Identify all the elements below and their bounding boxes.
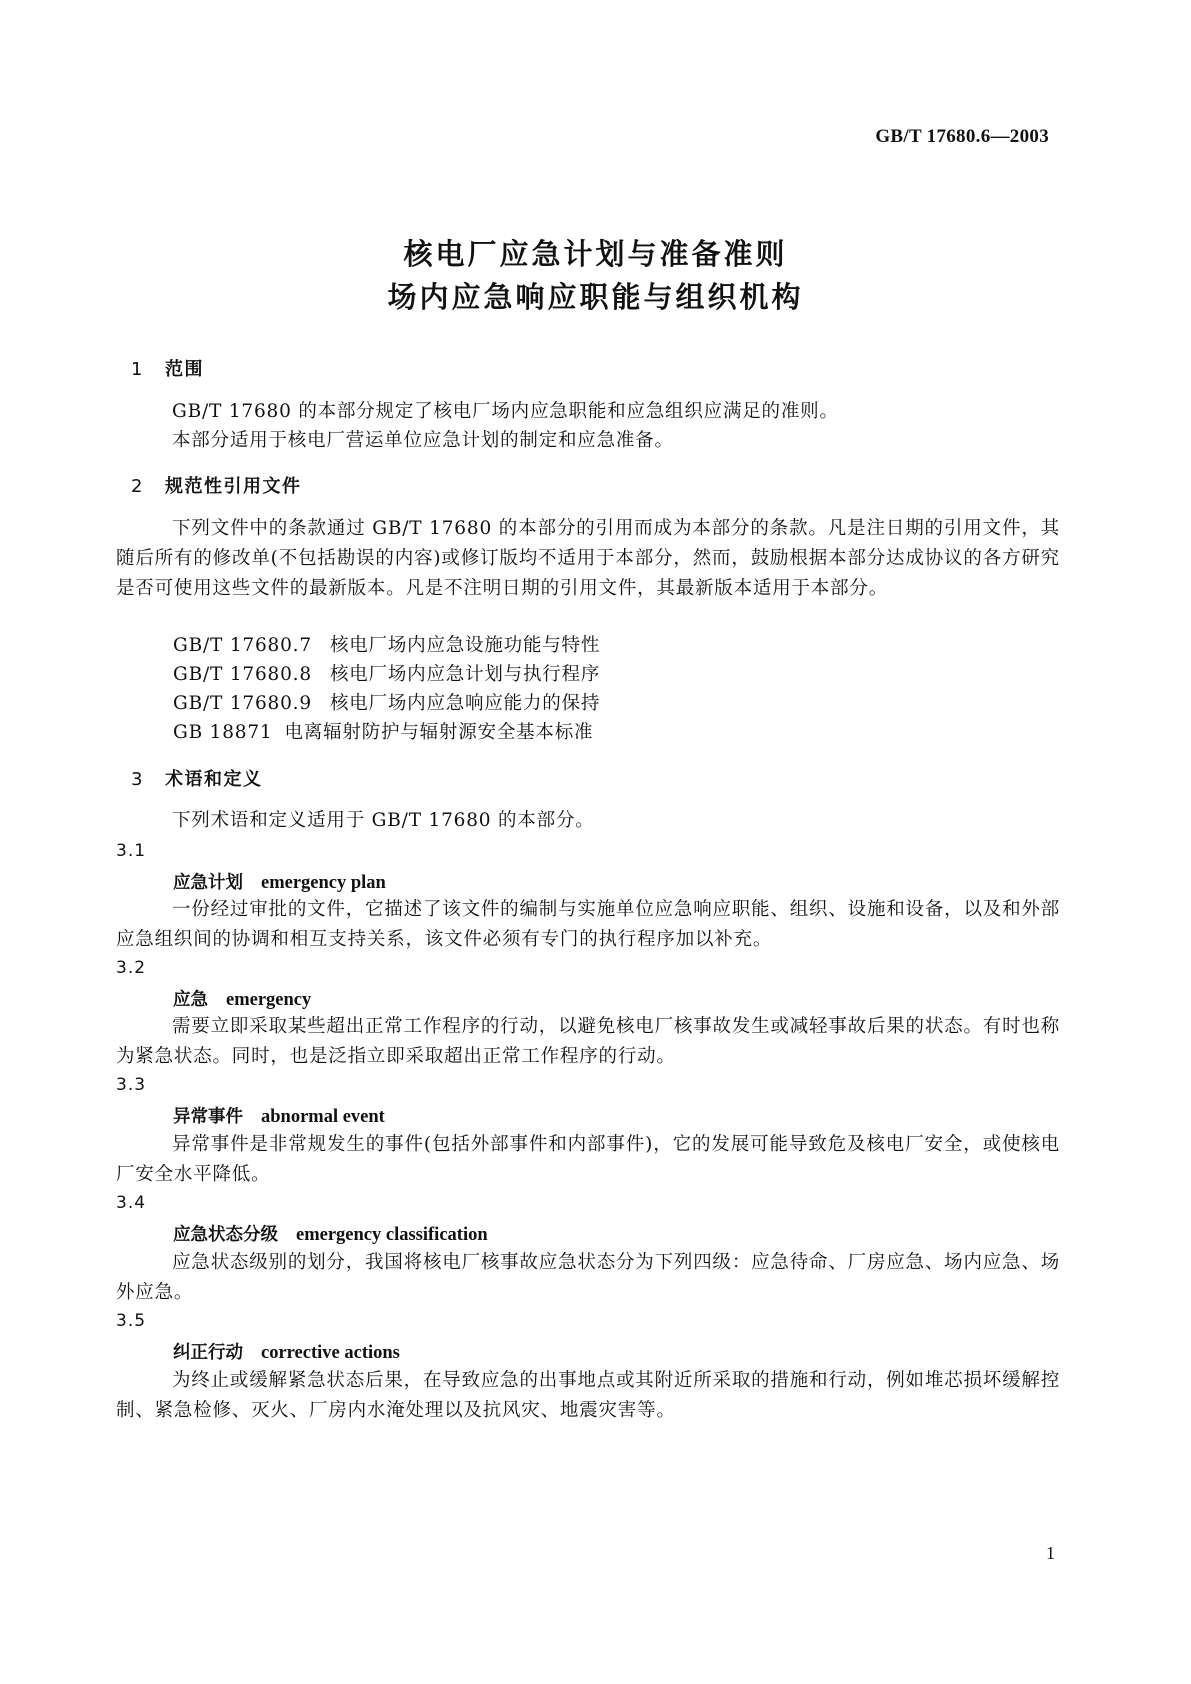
term-english: abnormal event	[261, 1107, 385, 1127]
reference-code: GB/T 17680.7	[173, 635, 312, 656]
term-heading	[173, 1339, 400, 1364]
term-number: 3.4	[116, 1193, 147, 1213]
term-chinese: 应急计划	[173, 873, 243, 893]
reference-title: 核电厂场内应急计划与执行程序	[329, 664, 601, 685]
reference-code: GB 18871	[173, 722, 273, 743]
section-heading-terms-definitions	[131, 765, 263, 791]
term-chinese: 纠正行动	[173, 1343, 243, 1363]
term-chinese: 应急状态分级	[173, 1225, 278, 1245]
reference-item	[173, 718, 593, 744]
reference-code: GB/T 17680.8	[173, 664, 312, 685]
term-number: 3.5	[116, 1311, 147, 1331]
term-english: emergency classification	[296, 1225, 488, 1245]
reference-item	[173, 660, 600, 686]
scope-paragraph-1: GB/T 17680 的本部分规定了核电厂场内应急职能和应急组织应满足的准则。	[172, 401, 839, 422]
section-heading-scope	[131, 355, 204, 381]
term-chinese: 应急	[173, 990, 208, 1010]
term-number: 3.3	[116, 1075, 147, 1095]
scope-paragraph-2: 本部分适用于核电厂营运单位应急计划的制定和应急准备。	[172, 430, 674, 451]
section-title: 规范性引用文件	[165, 476, 302, 497]
term-definition: 为终止或缓解紧急状态后果，在导致应急的出事地点或其附近所采取的措施和行动，例如堆芯损坏缓解控制、紧急检修、灭火、厂房内水淹处理以及抗风灾、地震灾害等。	[116, 1370, 1060, 1421]
document-title-line2: 场内应急响应职能与组织机构	[387, 280, 804, 314]
term-english: emergency plan	[261, 873, 386, 893]
section-number: 2	[131, 476, 144, 497]
term-definition: 异常事件是非常规发生的事件(包括外部事件和内部事件)，它的发展可能导致危及核电厂安全，或使核电厂安全水平降低。	[116, 1134, 1060, 1185]
page-number: 1	[1046, 1543, 1055, 1563]
term-chinese: 异常事件	[173, 1107, 243, 1127]
references-intro-paragraph: 下列文件中的条款通过 GB/T 17680 的本部分的引用而成为本部分的条款。凡是注日期的引用文件，其随后所有的修改单(不包括勘误的内容)或修订版均不适用于本部分，然而，鼓励根据本部分达成协议的各方研究是否可使用这些文件的最新版本。凡是不注明日期的引用文件，其最新版本适用于本部分。	[116, 518, 1060, 599]
standard-code: GB/T 17680.6—2003	[875, 126, 1049, 147]
reference-title: 核电厂场内应急设施功能与特性	[329, 635, 601, 656]
reference-title: 电离辐射防护与辐射源安全基本标准	[284, 722, 594, 743]
section-title: 范围	[165, 359, 204, 380]
section-heading-normative-references	[131, 472, 302, 498]
reference-item	[173, 689, 600, 715]
term-definition: 应急状态级别的划分，我国将核电厂核事故应急状态分为下列四级：应急待命、厂房应急、场内应急、场外应急。	[116, 1252, 1060, 1303]
terms-intro-paragraph: 下列术语和定义适用于 GB/T 17680 的本部分。	[172, 810, 595, 831]
term-definition: 需要立即采取某些超出正常工作程序的行动，以避免核电厂核事故发生或减轻事故后果的状态。有时也称为紧急状态。同时，也是泛指立即采取超出正常工作程序的行动。	[116, 1016, 1060, 1067]
term-heading	[173, 1103, 385, 1128]
term-heading	[173, 1221, 488, 1246]
reference-title: 核电厂场内应急响应能力的保持	[329, 693, 601, 714]
section-title: 术语和定义	[165, 769, 263, 790]
term-heading	[173, 869, 386, 894]
section-number: 3	[131, 769, 144, 790]
reference-code: GB/T 17680.9	[173, 693, 312, 714]
term-definition: 一份经过审批的文件，它描述了该文件的编制与实施单位应急响应职能、组织、设施和设备，以及和外部应急组织间的协调和相互支持关系，该文件必须有专门的执行程序加以补充。	[116, 899, 1060, 950]
section-number: 1	[131, 359, 144, 380]
term-english: corrective actions	[261, 1343, 400, 1363]
term-number: 3.2	[116, 958, 147, 978]
term-heading	[173, 986, 311, 1011]
document-title-line1: 核电厂应急计划与准备准则	[403, 237, 788, 271]
term-number: 3.1	[116, 841, 147, 861]
reference-item	[173, 631, 600, 657]
term-english: emergency	[226, 990, 312, 1010]
